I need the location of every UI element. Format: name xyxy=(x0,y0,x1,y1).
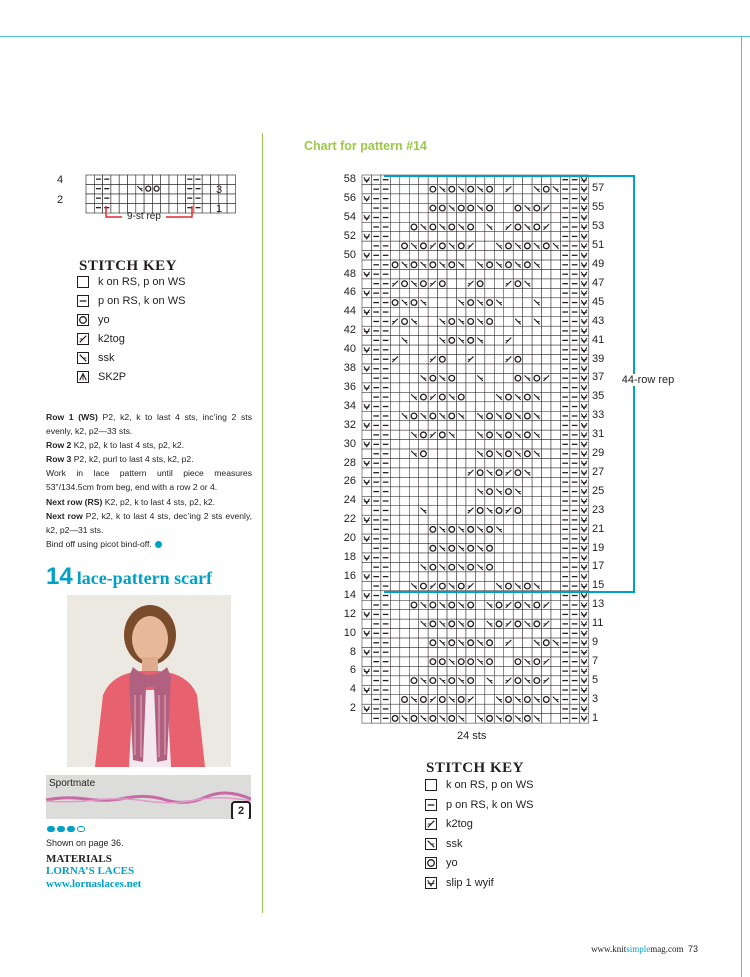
right-edge-rule xyxy=(741,36,742,977)
repeat-label-text: 44-row rep xyxy=(621,374,675,386)
top-rule xyxy=(0,36,750,37)
instructions xyxy=(46,410,252,551)
chart-row-label-right: 33 xyxy=(592,409,605,422)
stitch-key-label: yo xyxy=(98,314,110,326)
chart-row-label-left: 20 xyxy=(343,532,356,545)
chart-row-label-right: 19 xyxy=(592,541,605,554)
stitch-key-large-label: yo xyxy=(446,857,458,869)
stitch-key-large-label: ssk xyxy=(446,837,463,850)
stitch-key-label: k2tog xyxy=(98,333,125,345)
chart-row-label-right: 49 xyxy=(592,258,605,271)
chart-row-label-left: 2 xyxy=(349,702,356,715)
small-chart-left-label-2: 2 xyxy=(57,194,64,206)
chart-row-label-right: 11 xyxy=(592,617,604,630)
chart-row-label-left: 22 xyxy=(343,513,356,526)
chart-row-label-left: 14 xyxy=(343,588,356,601)
materials-heading: MATERIALS xyxy=(46,853,112,865)
page-footer xyxy=(591,944,698,954)
repeat-bracket xyxy=(380,174,640,596)
instruction-lead: Row 1 (WS) xyxy=(46,412,98,422)
instruction-text: P2, k2, k to last 4 sts, dec’ing 2 sts evenly, k2, p2—31 sts. xyxy=(46,510,252,535)
small-chart-right-label-1: 1 xyxy=(216,203,223,215)
chart-row-label-right: 17 xyxy=(592,560,605,573)
stitch-key-item xyxy=(77,276,185,288)
chart-row-label-right: 45 xyxy=(592,295,605,308)
instruction-text: Work in lace pattern until piece measures 53"/134.5cm from beg, end with a row 2 or 4. xyxy=(46,468,252,493)
chart-row-label-right: 7 xyxy=(592,654,599,667)
chart-row-label-right: 29 xyxy=(592,447,605,460)
stitch-key-label: p on RS, k on WS xyxy=(98,295,186,307)
stitch-key-item xyxy=(77,352,115,364)
scarf-photo xyxy=(67,595,231,767)
chart-row-label-right: 47 xyxy=(592,276,605,289)
instruction-line xyxy=(46,537,252,551)
chart-row-label-right: 1 xyxy=(592,711,599,724)
k2tog-icon xyxy=(425,818,437,830)
chart-row-label-right: 3 xyxy=(592,692,599,705)
chart-row-label-right: 51 xyxy=(592,239,605,252)
stitch-key-large-item xyxy=(425,818,473,830)
instruction-text: K2, p2, k to last 4 sts, p2, k2. xyxy=(102,496,216,507)
stitch-key-large-item xyxy=(425,877,494,889)
chart-row-label-left: 52 xyxy=(343,229,356,242)
sk2p-icon xyxy=(77,371,89,383)
chart-row-label-left: 44 xyxy=(343,305,356,318)
instruction-line xyxy=(46,438,252,452)
chart-row-label-left: 28 xyxy=(343,456,356,469)
chart-row-label-right: 43 xyxy=(592,314,605,327)
chart-row-label-left: 12 xyxy=(343,607,356,620)
chart-row-label-left: 46 xyxy=(343,286,356,299)
yarn-name: Sportmate xyxy=(49,778,96,789)
empty-square-icon xyxy=(77,276,89,288)
chart-row-label-left: 6 xyxy=(349,664,356,677)
instruction-text: P2, k2, purl to last 4 sts, k2, p2. xyxy=(71,454,194,465)
chart-row-label-right: 25 xyxy=(592,484,605,497)
stitch-key-large-label: slip 1 wyif xyxy=(446,876,494,889)
chart-row-label-left: 50 xyxy=(343,248,356,261)
footer-url-suffix: mag.com xyxy=(650,944,684,954)
chart-row-label-right: 39 xyxy=(592,352,605,365)
stitch-key-label: ssk xyxy=(98,352,115,364)
footer-url-prefix: www.knit xyxy=(591,944,627,954)
dash-square-icon xyxy=(77,295,89,307)
yo-icon xyxy=(77,314,89,326)
materials-brand: LORNA’S LACES xyxy=(46,865,135,877)
chart-row-label-right: 5 xyxy=(592,673,599,686)
k2tog-icon xyxy=(77,333,89,345)
instruction-line xyxy=(46,410,252,438)
rep-label: 9-st rep xyxy=(127,211,161,222)
chart-row-label-left: 26 xyxy=(343,475,356,488)
ssk-icon xyxy=(77,352,89,364)
instruction-lead: Next row xyxy=(46,510,83,521)
chart-row-label-left: 56 xyxy=(343,191,356,204)
instruction-line xyxy=(46,466,252,494)
end-mark-icon xyxy=(155,541,162,548)
stitch-key-item xyxy=(77,295,185,307)
column-divider xyxy=(262,133,263,913)
chart-row-label-left: 16 xyxy=(343,569,356,582)
chart-row-label-right: 57 xyxy=(592,182,605,195)
shown-on-text: Shown on page 36. xyxy=(46,838,124,848)
chart-row-label-left: 40 xyxy=(343,343,356,356)
skill-level-indicator xyxy=(47,826,85,832)
stitch-key-label: k on RS, p on WS xyxy=(98,276,186,288)
yarn-weight-number: 2 xyxy=(237,805,245,817)
chart-row-label-left: 42 xyxy=(343,324,356,337)
chart-row-label-right: 53 xyxy=(592,220,605,233)
footer-url-mid: simple xyxy=(626,944,651,954)
chart-row-label-right: 37 xyxy=(592,371,605,384)
instruction-line xyxy=(46,495,252,509)
chart-row-label-right: 21 xyxy=(592,522,605,535)
chart-heading: Chart for pattern #14 xyxy=(304,139,427,153)
instruction-lead: Row 3 xyxy=(46,454,72,465)
stitch-key-large-title: STITCH KEY xyxy=(426,760,524,776)
stitch-key-large-item xyxy=(425,838,463,850)
instruction-text: K2, p2, k to last 4 sts, p2, k2. xyxy=(71,440,185,451)
chart-row-label-right: 31 xyxy=(592,428,605,441)
chart-row-label-right: 55 xyxy=(592,201,605,214)
chart-row-label-left: 48 xyxy=(343,267,356,280)
chart-row-label-right: 35 xyxy=(592,390,605,403)
page-number: 73 xyxy=(687,944,698,954)
stitch-key-large-item xyxy=(425,799,533,811)
pattern-title xyxy=(46,563,212,591)
stitch-key-item xyxy=(77,314,110,326)
instruction-line xyxy=(46,509,252,537)
ssk-icon xyxy=(425,838,437,850)
yo-icon xyxy=(425,857,437,869)
stitch-key-large-item xyxy=(425,779,533,791)
instruction-lead: Row 2 xyxy=(46,440,72,451)
stitch-key-label: SK2P xyxy=(98,371,127,383)
chart-row-label-right: 23 xyxy=(592,503,605,516)
chart-row-label-right: 9 xyxy=(592,636,599,649)
chart-row-label-left: 54 xyxy=(343,210,356,223)
pattern-number: 14 xyxy=(46,563,73,590)
stitch-key-title: STITCH KEY xyxy=(79,258,177,274)
stitch-key-large-item xyxy=(425,857,458,869)
instruction-text: P2, k2, k to last 4 sts, inc’ing 2 sts evenly, k2, p2—33 sts. xyxy=(46,412,252,437)
chart-row-label-left: 30 xyxy=(343,437,356,450)
repeat-label xyxy=(620,374,676,386)
instruction-text: Bind off using picot bind-off. xyxy=(46,538,152,549)
chart-row-label-left: 10 xyxy=(343,626,356,639)
chart-row-label-left: 36 xyxy=(343,380,356,393)
pattern-name: lace-pattern scarf xyxy=(76,568,213,588)
dash-square-icon xyxy=(425,799,437,811)
stitch-count-label: 24 sts xyxy=(457,730,487,742)
chart-row-label-left: 32 xyxy=(343,418,356,431)
chart-row-label-right: 27 xyxy=(592,465,605,478)
chart-row-label-left: 38 xyxy=(343,362,356,374)
stitch-key-large-label: k2tog xyxy=(446,818,473,830)
yarn-weight-badge xyxy=(231,801,251,819)
chart-row-label-left: 24 xyxy=(343,494,356,507)
chart-row-label-left: 58 xyxy=(343,173,356,185)
yarn-swatch xyxy=(46,775,251,819)
chart-row-label-right: 13 xyxy=(592,598,605,611)
chart-row-label-left: 4 xyxy=(349,683,356,696)
chart-row-label-left: 18 xyxy=(343,551,356,563)
stitch-key-large-label: p on RS, k on WS xyxy=(446,798,534,811)
stitch-key-item xyxy=(77,333,125,345)
empty-square-icon xyxy=(425,779,437,791)
slip-icon xyxy=(425,877,437,889)
chart-row-label-right: 15 xyxy=(592,579,605,592)
stitch-key-large-label: k on RS, p on WS xyxy=(446,779,534,791)
materials-url[interactable]: www.lornaslaces.net xyxy=(46,878,142,890)
small-chart-right-label-3: 3 xyxy=(216,184,223,196)
chart-row-label-left: 8 xyxy=(349,645,356,658)
chart-row-label-left: 34 xyxy=(343,399,356,412)
instruction-line xyxy=(46,452,252,466)
chart-row-label-right: 41 xyxy=(592,333,605,346)
stitch-key-item xyxy=(77,371,126,383)
instruction-lead: Next row (RS) xyxy=(46,496,103,507)
small-chart-left-label-4: 4 xyxy=(57,174,64,186)
